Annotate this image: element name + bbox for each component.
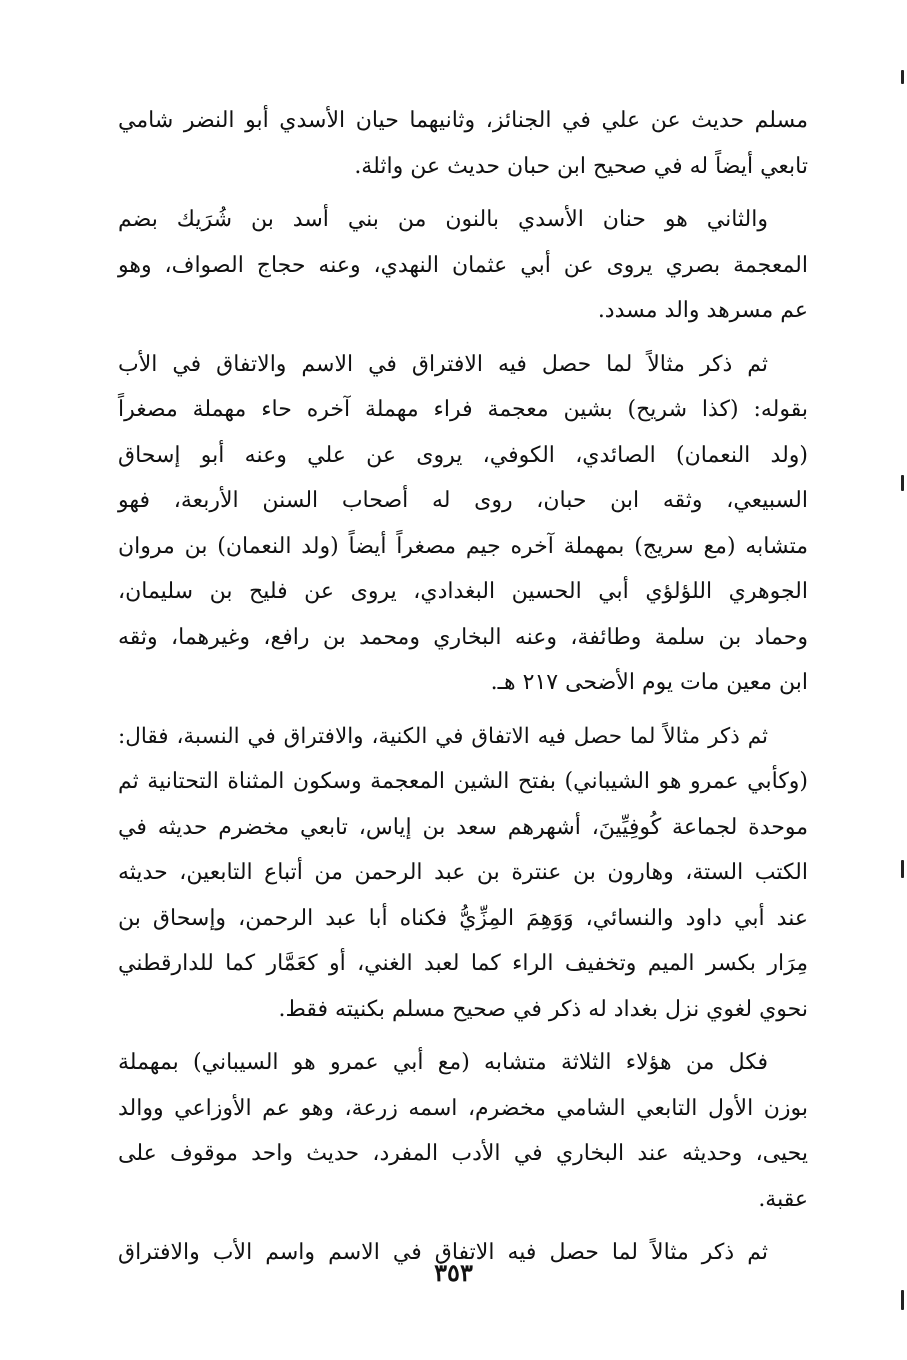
scan-edge-mark <box>901 860 904 878</box>
scan-edge-mark <box>901 475 904 491</box>
paragraph <box>118 714 808 1033</box>
text-line: يحيى، وحديثه عند البخاري في الأدب المفرد، حديث واحد موقوف على <box>118 1141 808 1166</box>
text-line: تابعي أيضاً له في صحيح ابن حبان حديث عن واثلة. <box>354 153 808 179</box>
text-line: بقوله: (كذا شريح) بشين معجمة فراء مهملة آخره حاء مهملة مصغراً <box>118 397 808 422</box>
text-line: المعجمة بصري يروى عن أبي عثمان النهدي، وعنه حجاج الصواف، وهو <box>118 252 808 278</box>
page-number: ٣٥٣ <box>434 1258 473 1287</box>
text-line: فكل من هؤلاء الثلاثة متشابه (مع أبي عمرو هو السيباني) بمهملة <box>118 1050 768 1075</box>
text-line: مسلم حديث عن علي في الجنائز، وثانيهما حيان الأسدي أبو النضر شامي <box>118 108 808 133</box>
body-text <box>118 98 808 1284</box>
paragraph <box>118 342 808 706</box>
text-line: متشابه (مع سريج) بمهملة آخره جيم مصغراً أيضاً (ولد النعمان) بن مروان <box>118 533 808 559</box>
text-line: عقبة. <box>758 1186 808 1212</box>
text-line: الكتب الستة، وهارون بن عنترة بن عبد الرحمن من أتباع التابعين، حديثه <box>118 860 808 885</box>
text-line: عند أبي داود والنسائي، وَوَهِمَ المِزِّيُّ فكناه أبا عبد الرحمن، وإسحاق بن <box>118 905 808 931</box>
text-line: والثاني هو حنان الأسدي بالنون من بني أسد بن شُرَيك بضم <box>118 207 768 232</box>
text-line: (ولد النعمان) الصائدي، الكوفي، يروى عن علي وعنه أبو إسحاق <box>118 442 808 468</box>
paragraph <box>118 197 808 334</box>
text-line: ثم ذكر مثالاً لما حصل فيه الاتفاق في الكنية، والافتراق في النسبة، فقال: <box>118 723 768 749</box>
text-line: الجوهري اللؤلؤي أبي الحسين البغدادي، يروى عن فليح بن سليمان، <box>118 579 808 604</box>
scan-edge-mark <box>901 1290 904 1310</box>
text-line: السبيعي، وثقه ابن حبان، روى له أصحاب السنن الأربعة، فهو <box>118 488 808 513</box>
text-line: ابن معين مات يوم الأضحى ٢١٧ هـ. <box>490 670 808 695</box>
scan-edge-mark <box>901 70 904 84</box>
paragraph <box>118 98 808 189</box>
text-line: وحماد بن سلمة وطائفة، وعنه البخاري ومحمد بن رافع، وغيرهما، وثقه <box>118 624 808 650</box>
text-line: موحدة لجماعة كُوفِيِّينَ، أشهرهم سعد بن إياس، تابعي مخضرم حديثه في <box>118 814 808 840</box>
text-line: ثم ذكر مثالاً لما حصل فيه الاتفاق في الاسم واسم الأب والافتراق <box>118 1240 768 1265</box>
text-line: عم مسرهد والد مسدد. <box>597 298 808 323</box>
text-line: بوزن الأول التابعي الشامي مخضرم، اسمه زرعة، وهو عم الأوزاعي ووالد <box>118 1095 808 1121</box>
text-line: نحوي لغوي نزل بغداد له ذكر في صحيح مسلم بكنيته فقط. <box>278 996 808 1022</box>
paragraph <box>118 1040 808 1222</box>
text-line: مِرَار بكسر الميم وتخفيف الراء كما لعبد الغني، أو كعَمَّار كما للدارقطني <box>118 951 808 976</box>
text-line: (وكأبي عمرو هو الشيباني) بفتح الشين المعجمة وسكون المثناة التحتانية ثم <box>118 769 808 794</box>
text-line: ثم ذكر مثالاً لما حصل فيه الافتراق في الاسم والاتفاق في الأب <box>118 351 768 377</box>
